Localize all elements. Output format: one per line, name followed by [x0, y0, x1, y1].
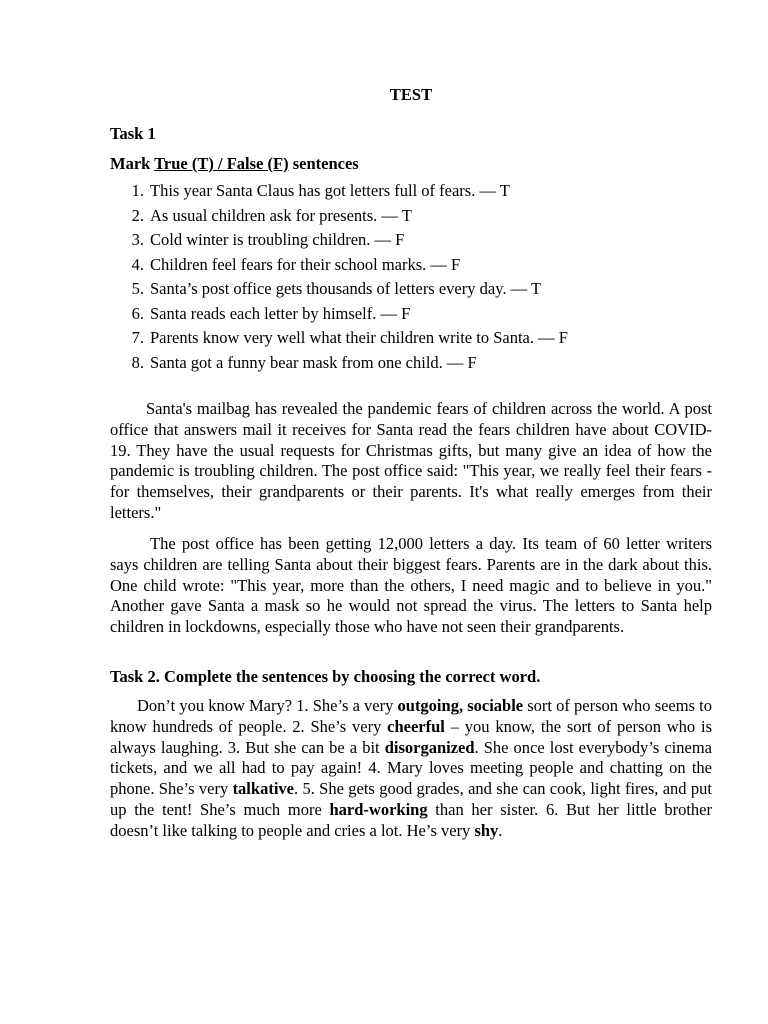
list-item — [110, 204, 568, 229]
answer-word: hard-working — [329, 799, 428, 819]
answer-word: talkative — [232, 779, 294, 799]
item-number: 7. — [131, 328, 144, 347]
item-number: 1. — [131, 181, 144, 200]
text-segment: . 5. She gets good grades, and she can cook, light fires, and put up the tent! She’s much more — [110, 779, 712, 819]
item-text: Cold winter is troubling children. — F — [150, 230, 405, 249]
item-text: Santa reads each letter by himself. — F — [150, 303, 411, 323]
answer-word: cheerful — [387, 716, 445, 736]
instruction-suffix: sentences — [288, 154, 359, 173]
text-segment: . — [498, 820, 503, 840]
text-segment: sort of person who seems to know hundreds of people. 2. She’s very — [110, 696, 712, 736]
item-text: This year Santa Claus has got letters full of fears. — T — [150, 181, 510, 200]
item-number: 6. — [131, 303, 144, 323]
instruction-underlined: True (T) / False (F) — [154, 154, 289, 173]
list-item — [110, 326, 568, 351]
true-false-list — [110, 179, 568, 375]
list-item — [110, 253, 568, 278]
item-text: Parents know very well what their children write to Santa. — F — [150, 328, 568, 347]
item-text: Children feel fears for their school marks. — F — [150, 254, 461, 274]
list-item — [110, 302, 568, 327]
item-text: As usual children ask for presents. — T — [150, 205, 412, 225]
reading-paragraph-2: The post office has been getting 12,000 letters a day. Its team of 60 letter writers says children are telling Santa about their biggest fears. Parents are in the dark about this. One child wrote: "This year, more than the others, I need magic and to believe in you." Another gave Santa a mask so he would not spread the virus. The letters to Santa help children in lockdowns, especially those who have not seen their grandparents. — [110, 534, 712, 637]
answer-word: shy — [474, 820, 499, 840]
task1-instruction — [110, 154, 359, 174]
item-number: 3. — [131, 230, 144, 249]
list-item — [110, 277, 568, 302]
item-number: 8. — [131, 352, 144, 372]
answer-word: outgoing, sociable — [397, 696, 524, 715]
page-title: TEST — [389, 85, 433, 104]
item-number: 4. — [131, 254, 144, 274]
answer-word: disorganized — [384, 737, 475, 757]
list-item — [110, 179, 568, 204]
text-segment: Don’t you know Mary? 1. She’s a very — [137, 696, 398, 715]
task1-heading: Task 1 — [110, 124, 156, 143]
text-segment: . She once lost everybody’s cinema tickets, and we all had to pay again! 4. Mary loves meeting people and chatting on the phone. She’s very — [110, 737, 712, 799]
reading-paragraph-1: Santa's mailbag has revealed the pandemic fears of children across the world. A post office that answers mail it receives for Santa read the fears children have about COVID-19. They have the usual requests for Christmas gifts, but many give an idea of how the pandemic is troubling children. The post office said: "This year, we really feel their fears - for themselves, their grandparents or their parents. It's what really emerges from their letters." — [110, 399, 712, 522]
list-item — [110, 228, 568, 253]
list-item — [110, 351, 568, 376]
text-segment: than her sister. 6. But her little brother doesn’t like talking to people and cries a lot. He’s very — [110, 799, 712, 840]
item-number: 2. — [131, 205, 144, 225]
instruction-prefix: Mark — [110, 154, 155, 173]
task2-heading: Task 2. Complete the sentences by choosing the correct word. — [110, 667, 541, 686]
text-segment: – you know, the sort of person who is always laughing. 3. But she can be a bit — [110, 716, 712, 757]
item-text: Santa’s post office gets thousands of letters every day. — T — [150, 279, 542, 298]
task2-paragraph — [110, 696, 712, 842]
item-number: 5. — [131, 279, 144, 298]
item-text: Santa got a funny bear mask from one child. — F — [150, 352, 477, 372]
